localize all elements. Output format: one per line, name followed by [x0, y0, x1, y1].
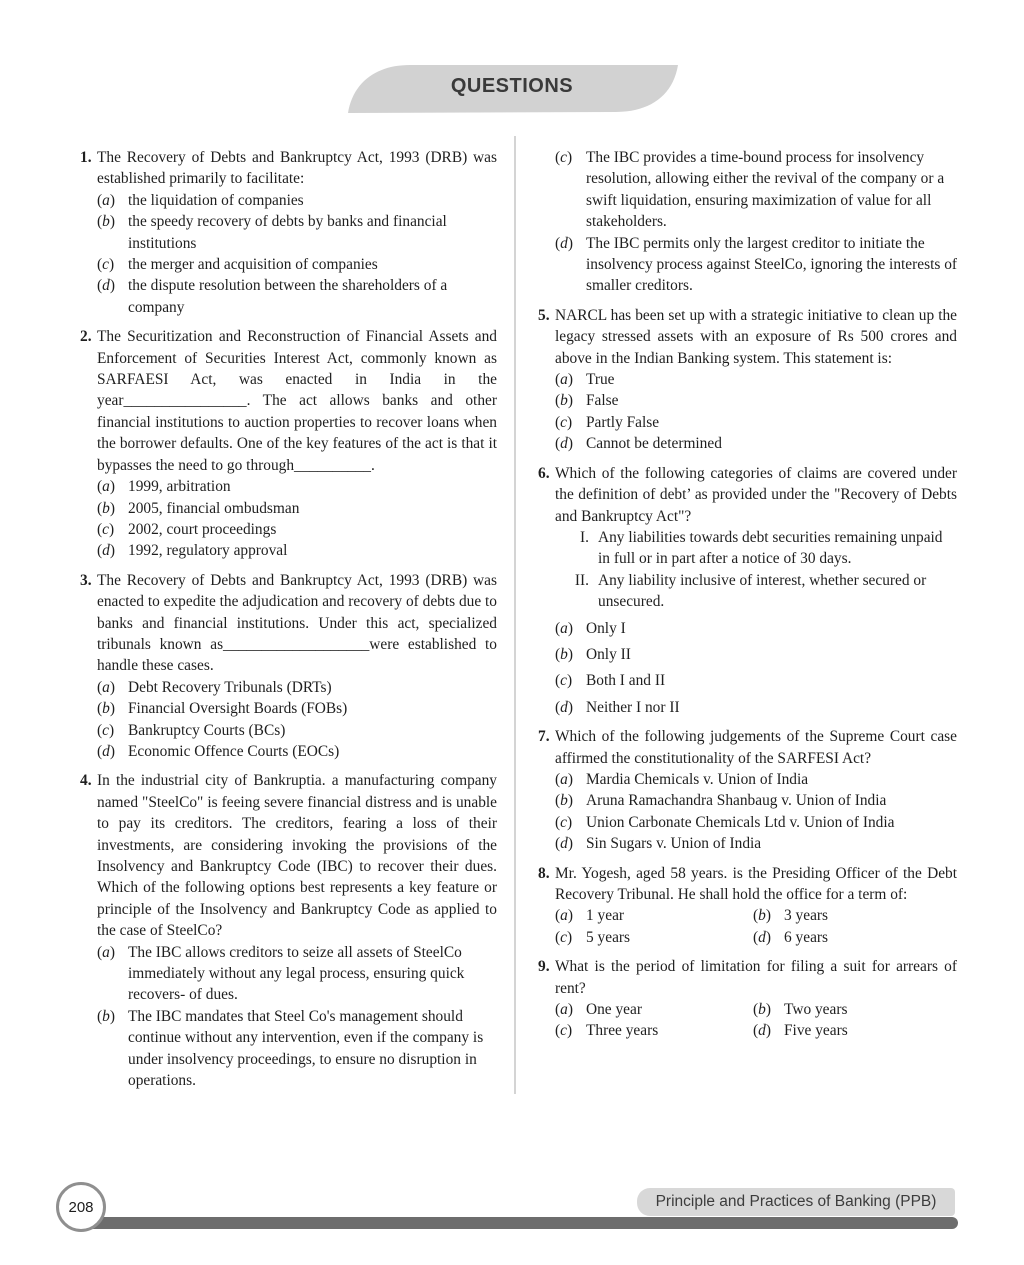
question-1: [80, 147, 497, 318]
option-letter: (b): [555, 392, 573, 410]
option-c: [97, 254, 497, 275]
question-stem: 8. Mr. Yogesh, aged 58 years. is the Presiding Officer of the Debt Recovery Tribunal. He shall hold the office for a term of:: [538, 864, 957, 903]
option-a: [97, 190, 497, 211]
option-text: Sin Sugars v. Union of India: [586, 835, 762, 853]
option-letter: (b): [97, 213, 115, 231]
option-b: [555, 644, 957, 665]
roman-text: Any liability inclusive of interest, whether secured or unsecured.: [598, 571, 927, 611]
roman-numeral: I.: [580, 528, 589, 546]
option-text: The IBC allows creditors to seize all assets of SteelCo immediately without any legal process, ensuring quick recovers- of dues.: [128, 943, 465, 1004]
option-text: Cannot be determined: [586, 435, 722, 453]
option-letter: (a): [97, 678, 115, 696]
option-letter: (c): [555, 1022, 573, 1040]
page-number: 208: [68, 1198, 94, 1216]
option-text: Both I and II: [586, 672, 666, 690]
option-text: Three years: [586, 1022, 659, 1040]
option-text: 3 years: [784, 907, 829, 925]
option-letter: (a): [555, 770, 573, 788]
question-continuation: [538, 147, 957, 297]
options-list: [555, 999, 957, 1042]
option-c: [555, 812, 957, 833]
option-text: 1992, regulatory approval: [128, 542, 288, 560]
option-text: The IBC provides a time-bound process for insolvency resolution, allowing either the revival of the company or a swift liquidation, ensuring maximization of value for all stakeholders.: [586, 149, 945, 231]
option-b: [97, 211, 497, 254]
question-number: 7.: [538, 728, 550, 746]
option-text: True: [586, 371, 615, 389]
option-text: 5 years: [586, 928, 631, 946]
option-a: [555, 905, 753, 926]
option-letter: (a): [555, 619, 573, 637]
option-letter: (b): [753, 907, 771, 925]
option-text: the liquidation of companies: [128, 191, 304, 209]
option-text: the dispute resolution between the shareholders of a company: [128, 277, 448, 316]
option-letter: (c): [97, 721, 115, 739]
option-letter: (c): [97, 256, 115, 274]
question-number: 8.: [538, 864, 550, 882]
options-list: [555, 769, 957, 855]
option-a: [555, 618, 957, 639]
question-stem: 9. What is the period of limitation for filing a suit for arrears of rent?: [538, 958, 957, 997]
option-c: [555, 927, 753, 948]
options-list: [97, 190, 497, 318]
option-d: [97, 741, 497, 762]
question-number: 2.: [80, 328, 92, 346]
option-letter: (c): [555, 149, 573, 166]
option-text: Aruna Ramachandra Shanbaug v. Union of India: [586, 792, 887, 810]
option-text: One year: [586, 1001, 642, 1019]
option-letter: (d): [97, 542, 115, 560]
question-4: [80, 770, 497, 1091]
option-text: Two years: [784, 1001, 848, 1019]
option-text: 2002, court proceedings: [128, 520, 277, 538]
option-letter: (b): [97, 1007, 115, 1025]
option-c: [97, 519, 497, 540]
question-stem: 4. In the industrial city of Bankruptia. a manufacturing company named "SteelCo" is feeing severe financial distress and is unable to pay its creditors. The creditors, fearing a loss of their investments, are considering invoking the provisions of the Insolvency and Bankruptcy Code (IBC) to recover their dues. Which of the following options best represents a key feature or principle of the Insolvency and Bankruptcy Code as applied to the case of SteelCo?: [80, 772, 497, 940]
question-stem: 1. The Recovery of Debts and Bankruptcy Act, 1993 (DRB) was established primarily to facilitate:: [80, 149, 497, 188]
questions-banner: [338, 62, 686, 115]
option-a: [97, 677, 497, 698]
page-number-badge: [56, 1182, 106, 1232]
option-c: [555, 670, 957, 691]
option-letter: (d): [97, 277, 115, 295]
options-list: [555, 905, 957, 948]
option-letter: (c): [555, 672, 573, 690]
option-text: Economic Offence Courts (EOCs): [128, 742, 340, 760]
question-stem: 5. NARCL has been set up with a strategic initiative to clean up the legacy stressed assets with an exposure of Rs 500 crores and above in the Indian Banking system. This statement is:: [538, 306, 957, 367]
question-5: [538, 305, 957, 455]
roman-item: [555, 527, 957, 570]
option-letter: (b): [555, 792, 573, 810]
option-letter: (d): [555, 698, 573, 716]
option-d: [555, 233, 957, 297]
questions-column-right: [538, 147, 957, 1050]
footer-bar: [78, 1217, 958, 1229]
options-list: [97, 476, 497, 562]
option-letter: (d): [555, 835, 573, 853]
question-stem: 6. Which of the following categories of claims are covered under the definition of debt’ as provided under the "Recovery of Debts and Bankruptcy Act"?: [538, 464, 957, 525]
option-letter: (b): [555, 645, 573, 663]
column-divider: [514, 136, 516, 1094]
option-a: [97, 476, 497, 497]
option-b: [753, 999, 957, 1020]
book-title: Principle and Practices of Banking (PPB): [655, 1193, 937, 1210]
option-text: 1999, arbitration: [128, 478, 231, 496]
option-d: [555, 433, 957, 454]
questions-column-left: [80, 147, 497, 1099]
option-letter: (b): [97, 700, 115, 718]
option-letter: (c): [555, 928, 573, 946]
option-text: The IBC mandates that Steel Co's management should continue without any intervention, even if the company is under insolvency proceedings, to ensure no disruption in operations.: [128, 1007, 484, 1090]
option-d: [555, 833, 957, 854]
option-letter: (b): [97, 499, 115, 517]
question-stem: 2. The Securitization and Reconstruction of Financial Assets and Enforcement of Securities Interest Act, commonly known as SARFAESI Act, was enacted in India in the year________________. The act allows banks and other financial institutions to auction properties to recover loans when the borrower defaults. One of the key features of the act is that it bypasses the need to go through__________.: [80, 328, 497, 474]
option-letter: (c): [555, 413, 573, 431]
option-text: Only I: [586, 619, 626, 637]
options-list: [97, 942, 497, 1092]
option-text: Partly False: [586, 413, 660, 431]
question-number: 9.: [538, 958, 550, 976]
option-letter: (a): [97, 478, 115, 496]
option-letter: (d): [97, 742, 115, 760]
option-d: [97, 275, 497, 318]
option-text: Bankruptcy Courts (BCs): [128, 721, 286, 739]
question-9: [538, 956, 957, 1042]
footer-book-pill: [637, 1188, 955, 1216]
option-letter: (c): [97, 520, 115, 538]
question-stem: 3. The Recovery of Debts and Bankruptcy Act, 1993 (DRB) was enacted to expedite the adjudication and recovery of debts due to banks and financial institutions. Under this act, specialized tribunals known as___________________were established to handle these cases.: [80, 571, 497, 675]
option-b: [753, 905, 957, 926]
option-letter: (a): [555, 1001, 573, 1019]
option-text: the speedy recovery of debts by banks and financial institutions: [128, 213, 447, 252]
option-text: Neither I nor II: [586, 698, 680, 716]
option-text: 1 year: [586, 907, 625, 925]
question-6: [538, 463, 957, 718]
option-text: 2005, financial ombudsman: [128, 499, 300, 517]
option-text: 6 years: [784, 928, 829, 946]
option-a: [97, 942, 497, 1006]
options-list: [555, 618, 957, 719]
option-text: Financial Oversight Boards (FOBs): [128, 700, 348, 718]
option-letter: (d): [753, 928, 771, 946]
option-letter: (d): [555, 234, 573, 252]
option-d: [753, 1020, 957, 1041]
option-letter: (c): [555, 813, 573, 831]
roman-numeral: II.: [574, 571, 589, 589]
option-text: Union Carbonate Chemicals Ltd v. Union of India: [586, 813, 895, 831]
options-list: [97, 677, 497, 763]
option-text: False: [586, 392, 619, 410]
question-number: 6.: [538, 464, 550, 482]
option-letter: (b): [753, 1001, 771, 1019]
question-stem: 7. Which of the following judgements of the Supreme Court case affirmed the constitutionality of the SARFESI Act?: [538, 728, 957, 767]
options-list: [555, 147, 957, 297]
option-b: [555, 790, 957, 811]
option-text: Only II: [586, 645, 631, 663]
roman-text: Any liabilities towards debt securities remaining unpaid in full or in part after a notice of 30 days.: [598, 528, 943, 568]
question-7: [538, 726, 957, 854]
option-letter: (a): [555, 907, 573, 925]
option-c: [97, 720, 497, 741]
options-list: [555, 369, 957, 455]
question-number: 5.: [538, 306, 550, 324]
question-number: 1.: [80, 149, 92, 166]
option-text: Debt Recovery Tribunals (DRTs): [128, 678, 332, 696]
option-letter: (a): [97, 191, 115, 209]
option-b: [555, 390, 957, 411]
question-2: [80, 326, 497, 561]
option-letter: (a): [97, 943, 115, 961]
option-letter: (a): [555, 371, 573, 389]
roman-item: [555, 570, 957, 613]
option-letter: (d): [753, 1022, 771, 1040]
option-text: The IBC permits only the largest creditor to initiate the insolvency process against SteelCo, ignoring the interests of smaller creditors.: [586, 234, 958, 295]
option-d: [97, 540, 497, 561]
question-number: 3.: [80, 571, 92, 589]
option-a: [555, 769, 957, 790]
option-text: Five years: [784, 1022, 848, 1040]
option-b: [97, 1006, 497, 1092]
option-a: [555, 999, 753, 1020]
question-8: [538, 863, 957, 949]
banner-title: QUESTIONS: [450, 75, 574, 97]
option-text: the merger and acquisition of companies: [128, 256, 378, 274]
option-c: [555, 412, 957, 433]
option-d: [555, 697, 957, 718]
option-d: [753, 927, 957, 948]
option-c: [555, 147, 957, 233]
question-number: 4.: [80, 772, 92, 790]
option-c: [555, 1020, 753, 1041]
option-text: Mardia Chemicals v. Union of India: [586, 770, 809, 788]
option-letter: (d): [555, 435, 573, 453]
option-b: [97, 698, 497, 719]
question-3: [80, 570, 497, 763]
option-a: [555, 369, 957, 390]
option-b: [97, 498, 497, 519]
